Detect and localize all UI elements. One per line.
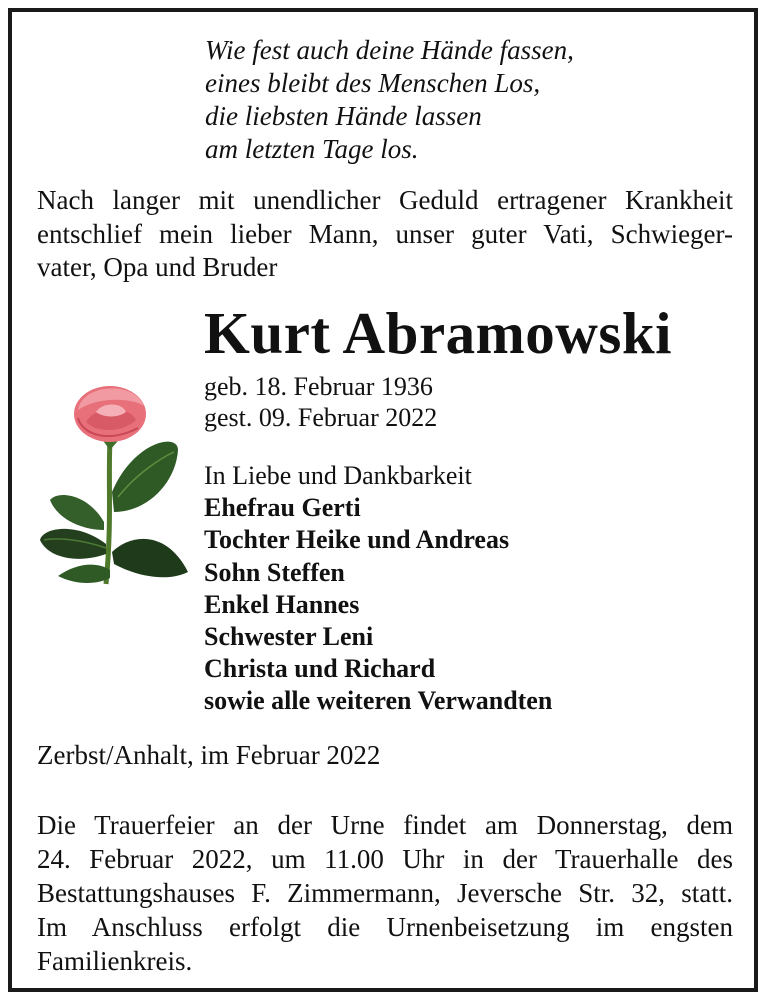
deceased-name: Kurt Abramowski bbox=[204, 300, 673, 366]
funeral-line: Die Trauerfeier an der Urne findet am Donnerstag, dem bbox=[37, 810, 733, 840]
funeral-line: Familienkreis. bbox=[37, 946, 193, 976]
mourner-name: Tochter Heike und Andreas bbox=[204, 525, 510, 555]
mourners-intro: In Liebe und Dankbarkeit bbox=[204, 461, 472, 490]
funeral-notice bbox=[37, 808, 733, 978]
poem bbox=[205, 34, 574, 166]
mourner-name: Ehefrau Gerti bbox=[204, 493, 361, 523]
intro-line: vater, Opa und Bruder bbox=[37, 252, 278, 282]
rose-icon bbox=[38, 372, 188, 587]
mourner-name: Schwester Leni bbox=[204, 622, 374, 652]
death-date: gest. 09. Februar 2022 bbox=[204, 403, 438, 432]
mourner-name: Christa und Richard bbox=[204, 654, 436, 684]
place-date: Zerbst/Anhalt, im Februar 2022 bbox=[37, 740, 381, 770]
obituary-frame bbox=[8, 8, 758, 992]
intro-line: entschlief mein lieber Mann, unser guter Vati, Schwieger- bbox=[37, 218, 733, 249]
funeral-line: 24. Februar 2022, um 11.00 Uhr in der Trauerhalle des bbox=[37, 844, 733, 874]
intro-text bbox=[37, 184, 733, 285]
life-dates bbox=[204, 371, 437, 433]
mourner-name: Sohn Steffen bbox=[204, 557, 345, 587]
funeral-line: Bestattungshauses F. Zimmermann, Jeversche Str. 32, statt. bbox=[37, 878, 733, 908]
poem-line: die liebsten Hände lassen bbox=[205, 101, 482, 131]
mourner-name: Enkel Hannes bbox=[204, 589, 360, 619]
mourner-name: sowie alle weiteren Verwandten bbox=[204, 686, 553, 716]
funeral-line: Im Anschluss erfolgt die Urnenbeisetzung im engsten bbox=[37, 912, 733, 942]
poem-line: Wie fest auch deine Hände fassen, bbox=[205, 35, 574, 65]
poem-line: am letzten Tage los. bbox=[205, 134, 419, 164]
poem-line: eines bleibt des Menschen Los, bbox=[205, 68, 541, 98]
intro-line: Nach langer mit unendlicher Geduld ertragener Krankheit bbox=[37, 185, 733, 215]
mourners-list bbox=[204, 460, 552, 718]
birth-date: geb. 18. Februar 1936 bbox=[204, 372, 433, 401]
